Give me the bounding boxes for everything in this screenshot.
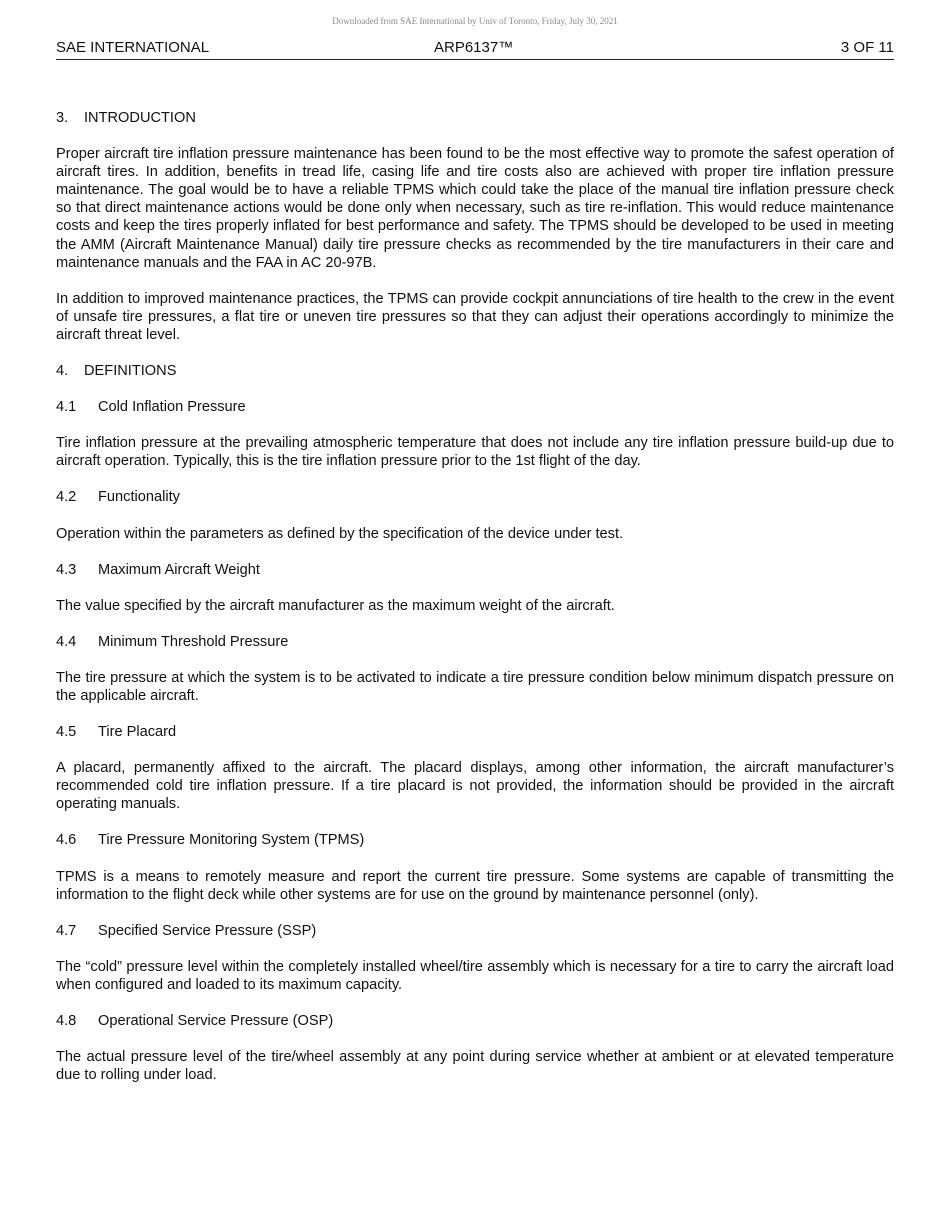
header-page-number: 3 OF 11 (840, 39, 894, 56)
definition-number: 4.2 (56, 489, 77, 506)
definition-heading (56, 398, 894, 416)
definition-title: Specified Service Pressure (SSP) (98, 922, 317, 939)
definition-heading (56, 723, 894, 741)
document-body (56, 109, 894, 1102)
definition-text: Operation within the parameters as defined by the specification of the device under test. (56, 525, 624, 542)
definition-title: Operational Service Pressure (OSP) (98, 1013, 334, 1029)
definition-heading (56, 633, 894, 651)
definition-text: The “cold” pressure level within the completely installed wheel/tire assembly which is necessary for a tire to carry the aircraft load when configured and loaded to its maximum capacity. (56, 958, 894, 993)
definition-heading (56, 831, 894, 849)
definition-number: 4.1 (56, 399, 77, 416)
section-title: DEFINITIONS (84, 363, 177, 380)
definition-text: The actual pressure level of the tire/wheel assembly at any point during service whether at ambient or at elevated temperature due to rolling under load. (56, 1049, 894, 1084)
definition-heading (56, 488, 894, 506)
definition-title: Maximum Aircraft Weight (98, 561, 260, 578)
definition-text: TPMS is a means to remotely measure and report the current tire pressure. Some systems are capable of transmitting the information to the flight deck while other systems are for use on the ground by maintenance personnel (only). (56, 868, 894, 903)
section-number: 3. (56, 110, 69, 126)
definition-title: Tire Placard (98, 724, 177, 741)
definition-title: Cold Inflation Pressure (98, 399, 246, 416)
definition-text: The tire pressure at which the system is to be activated to indicate a tire pressure condition below minimum dispatch pressure on the applicable aircraft. (56, 669, 894, 704)
intro-paragraph: In addition to improved maintenance practices, the TPMS can provide cockpit annunciations of tire health to the crew in the event of unsafe tire pressures, a flat tire or uneven tire pressures so that they can adjust their operations accordingly to minimize the aircraft threat level. (56, 290, 894, 343)
definition-text: Tire inflation pressure at the prevailing atmospheric temperature that does not include any tire inflation pressure build-up due to aircraft operation. Typically, this is the tire inflation pressure prior to the 1st flight of the day. (56, 435, 894, 470)
definition-heading (56, 922, 894, 940)
header-organization: SAE INTERNATIONAL (56, 39, 210, 56)
definition-heading (56, 561, 894, 579)
definition-text: The value specified by the aircraft manufacturer as the maximum weight of the aircraft. (56, 597, 615, 614)
section-heading-introduction (56, 109, 894, 127)
definition-heading (56, 1012, 894, 1030)
definition-number: 4.7 (56, 922, 77, 939)
definition-title: Minimum Threshold Pressure (98, 633, 289, 650)
page-header (56, 39, 894, 60)
intro-paragraph: Proper aircraft tire inflation pressure maintenance has been found to be the most effective way to promote the safest operation of aircraft tires. In addition, benefits in tread life, casing life and tire costs also are achieved with proper tire inflation pressure maintenance. The goal would be to have a reliable TPMS which could take the place of the manual tire inflation pressure check so that direct maintenance actions would be done only when necessary, such as tire re-inflation. This would reduce maintenance costs and keep the tires properly inflated for best performance and safety. The TPMS should be developed to be used in meeting the AMM (Aircraft Maintenance Manual) daily tire pressure checks as recommended by the tire manufacturers in their care and maintenance manuals and the FAA in AC 20-97B. (56, 146, 894, 271)
download-watermark: Downloaded from SAE International by Univ of Toronto, Friday, July 30, 2021 (332, 16, 618, 26)
definition-title: Functionality (98, 489, 180, 506)
definition-number: 4.6 (56, 832, 77, 849)
section-title: INTRODUCTION (84, 110, 196, 126)
definition-number: 4.5 (56, 724, 77, 741)
definition-number: 4.3 (56, 561, 77, 578)
section-number: 4. (56, 363, 69, 380)
definition-number: 4.8 (56, 1013, 77, 1029)
section-heading-definitions (56, 362, 894, 380)
definition-number: 4.4 (56, 633, 77, 650)
definition-text: A placard, permanently affixed to the aircraft. The placard displays, among other information, the aircraft manufacturer’s recommended cold tire inflation pressure. If a tire placard is not provided, the information should be provided in the aircraft operating manuals. (56, 760, 894, 813)
header-document-id: ARP6137™ (434, 39, 514, 56)
definition-title: Tire Pressure Monitoring System (TPMS) (98, 832, 365, 849)
